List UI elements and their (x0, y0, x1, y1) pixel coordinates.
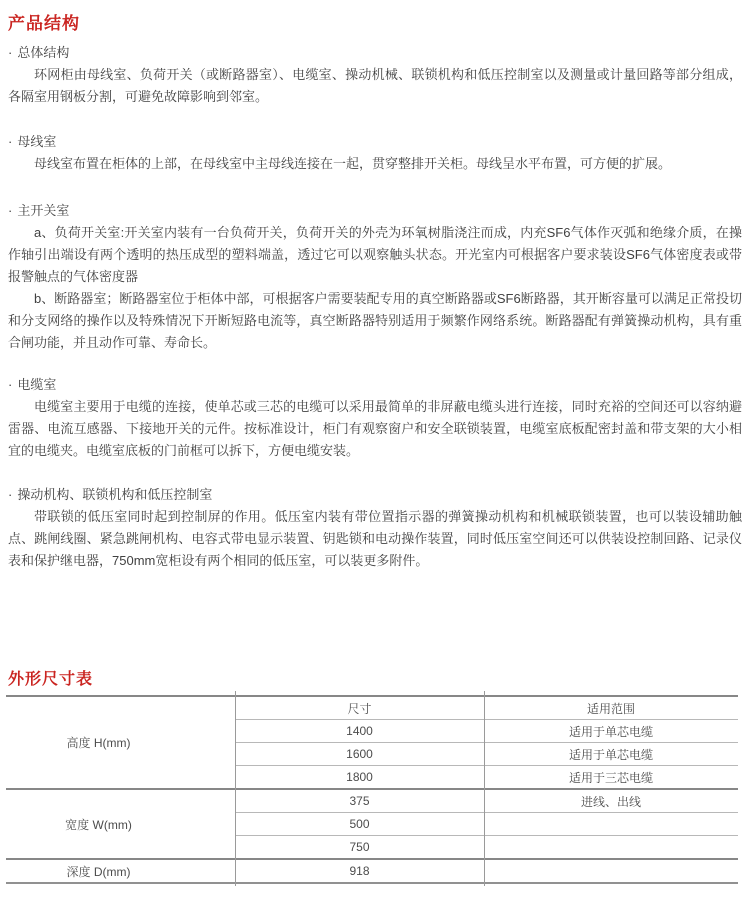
section-overall-structure (8, 42, 742, 108)
column-header-size: 尺寸 (235, 696, 484, 720)
section-heading (8, 131, 742, 153)
table-column-divider (235, 691, 236, 886)
row-group-label-depth: 深度 D(mm) (6, 859, 235, 883)
bullet-icon: · (8, 487, 13, 502)
range-value (484, 813, 738, 836)
size-value: 1400 (235, 720, 484, 743)
section-heading (8, 374, 742, 396)
section-paragraph: 带联锁的低压室同时起到控制屏的作用。低压室内装有带位置指示器的弹簧操动机构和机械联锁装置，也可以装设辅助触点、跳闸线圈、紧急跳闸机构、电容式带电显示装置、钥匙锁和电动操作装置，同时低压室空间还可以供装设控制回路、记录仪表和保护继电器，750mm宽柜设有两个相同的低压室，可以装更多附件。 (8, 509, 742, 568)
section-heading (8, 484, 742, 506)
section-paragraph: 环网柜由母线室、负荷开关（或断路器室）、电缆室、操动机械、联锁机构和低压控制室以及测量或计量回路等部分组成，各隔室用钢板分割，可避免故障影响到邻室。 (8, 67, 742, 104)
page-title: 产品结构 (8, 14, 80, 33)
size-value: 1800 (235, 766, 484, 790)
section-operating-mechanism (8, 484, 742, 572)
section-paragraph: b、断路器室；断路器室位于柜体中部，可根据客户需要装配专用的真空断路器或SF6断路器，其开断容量可以满足正常投切和分支网络的操作以及特殊情况下开断短路电流等，真空断路器特别适用于频繁作网络系统。断路器配有弹簧操动机构，具有重合闸功能，并且动作可靠、寿命长。 (8, 291, 742, 350)
range-value (484, 859, 738, 883)
size-value: 1600 (235, 743, 484, 766)
section-title: 总体结构 (17, 45, 70, 60)
table-row (6, 789, 738, 813)
section-busbar-room (8, 131, 742, 175)
bullet-icon: · (8, 203, 13, 218)
size-value: 375 (235, 789, 484, 813)
size-value: 500 (235, 813, 484, 836)
table-column-divider (484, 691, 485, 886)
bullet-icon: · (8, 377, 13, 392)
range-value (484, 836, 738, 860)
row-group-label-height: 高度 H(mm) (6, 696, 235, 789)
dimensions-table-title: 外形尺寸表 (8, 671, 94, 688)
range-value: 适用于三芯电缆 (484, 766, 738, 790)
dimensions-table (6, 695, 738, 884)
section-main-switch-room (8, 200, 742, 354)
bullet-icon: · (8, 134, 13, 149)
size-value: 918 (235, 859, 484, 883)
section-heading (8, 42, 742, 64)
section-title: 主开关室 (17, 203, 70, 218)
section-paragraph: 电缆室主要用于电缆的连接，使单芯或三芯的电缆可以采用最简单的非屏蔽电缆头进行连接，同时充裕的空间还可以容纳避雷器、电流互感器、下接地开关的元件。按标准设计，柜门有观察窗户和安全联锁装置，电缆室底板配密封盖和带支架的大小相宜的电缆夹。电缆室底板的门前框可以拆下，方便电缆安装。 (8, 399, 742, 458)
bullet-icon: · (8, 45, 13, 60)
range-value: 适用于单芯电缆 (484, 720, 738, 743)
table-header-row (6, 696, 738, 720)
table-row (6, 859, 738, 883)
section-cable-room (8, 374, 742, 462)
row-group-label-width: 宽度 W(mm) (6, 789, 235, 859)
column-header-range: 适用范围 (484, 696, 738, 720)
section-paragraph: a、负荷开关室:开关室内装有一台负荷开关，负荷开关的外壳为环氧树脂浇注而成，内充SF6气体作灭弧和绝缘介质，在操作轴引出端设有两个透明的热压成型的塑料端盖，透过它可以观察触头状态。开光室内可根据客户要求装设SF6气体密度表或带报警触点的气体密度器 (8, 225, 742, 284)
range-value: 适用于单芯电缆 (484, 743, 738, 766)
section-paragraph: 母线室布置在柜体的上部，在母线室中主母线连接在一起，贯穿整排开关柜。母线呈水平布置，可方便的扩展。 (34, 156, 672, 171)
section-heading (8, 200, 742, 222)
range-value: 进线、出线 (484, 789, 738, 813)
size-value: 750 (235, 836, 484, 860)
section-title: 电缆室 (17, 377, 57, 392)
section-title: 操动机构、联锁机构和低压控制室 (17, 487, 213, 502)
section-title: 母线室 (17, 134, 57, 149)
